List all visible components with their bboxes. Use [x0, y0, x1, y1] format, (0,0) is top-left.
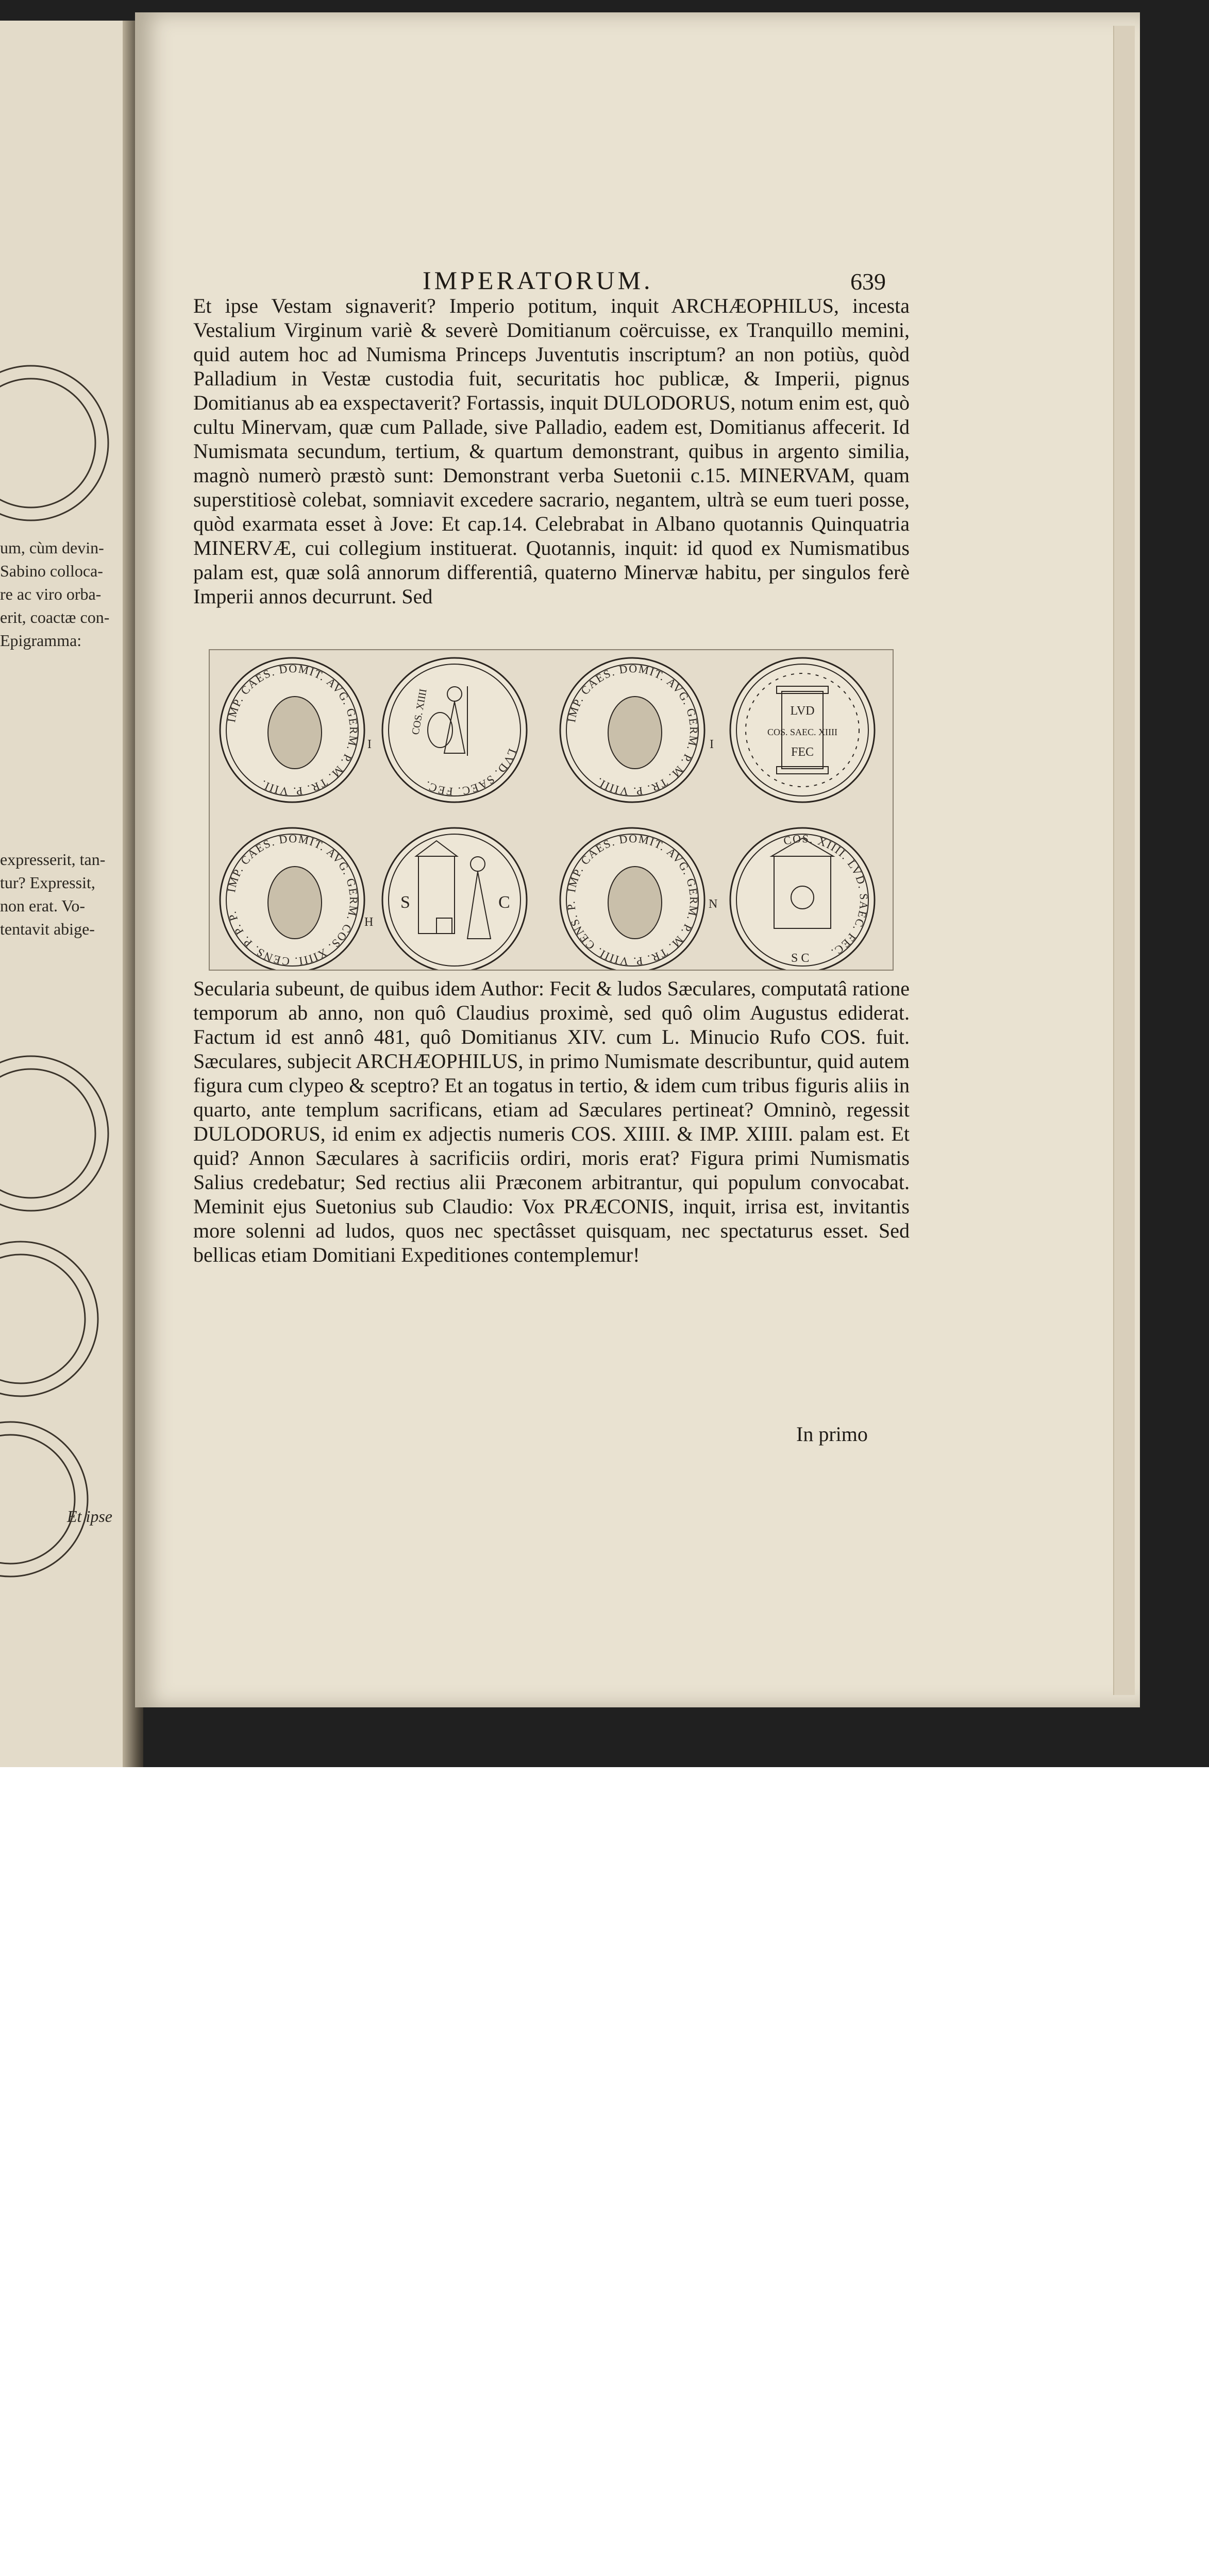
left-fragment: tur? Expressit,	[0, 873, 95, 892]
left-fragment: Sabino colloca-	[0, 562, 103, 580]
plate-mark: H	[364, 916, 374, 929]
sc-right: C	[498, 893, 510, 912]
coin-legend-5: IMP. CAES. DOMIT. AVG. GERM. COS. XIIII. CENS. P. P. P.	[225, 832, 361, 969]
coin-side-text: COS. XIIII	[410, 688, 429, 736]
left-page-coins	[0, 21, 135, 1767]
altar-line-1: LVD	[790, 704, 815, 718]
left-fragment: non erat. Vo-	[0, 896, 86, 915]
left-fragment: erit, coactæ con-	[0, 608, 110, 626]
coin-plate-art	[210, 650, 893, 970]
coin-legend-3: IMP. CAES. DOMIT. AVG. GERM. P. M. TR. P. VIIII.	[565, 662, 701, 799]
left-fragment: tentavit abige-	[0, 920, 95, 938]
coin-outlines	[220, 658, 875, 970]
left-fragment: Epigramma:	[0, 631, 82, 650]
coin-legend-2: LVD. SAEC. FEC.	[422, 747, 519, 799]
running-head: IMPERATORUM.	[423, 266, 653, 295]
coin-legend-8: COS. XIIII. LVD. SAEC. FEC.	[782, 832, 871, 960]
page-number: 639	[850, 268, 886, 295]
coin-legend-7: IMP. CAES. DOMIT. AVG. GERM. P. M. TR. P. VIIII. CENS. P.	[564, 832, 701, 969]
plate-mark: N	[709, 897, 718, 911]
left-page	[0, 21, 135, 1767]
text-block-1: Et ipse Vestam signaverit? Imperio potitum, inquit ARCHÆOPHILUS, incesta Vestalium Virginum variè & severè Domitianum coërcuisse, ex Tranquillo memini, quid autem hoc ad Numisma Princeps Juventutis inscriptum? an non potiùs, quòd Palladium in Vestæ custodia fuit, securitatis hoc publicæ, & Imperii, pignus Domitianus ab ea exspectaverit? Fortassis, inquit DULODORUS, notum enim est, quò cultu Minervam, quæ cum Pallade, sive Palladio, eadem est, Domitianus affecerit. Id Numismata secundum, tertium, & quartum demonstrant, quibus in argento similia, magnò numerò præstò sunt: Demonstrant verba Suetonii c.15. MINERVAM, quam superstitiosè colebat, somniavit excedere sacrario, negantem, ultrà se eum tueri posse, quòd exarmata esset à Jove: Et cap.14. Celebrabat in Albano quotannis Quinquatria MINERVÆ, cui collegium instituerat. Quotannis, inquit: id quod ex Numismatibus palam est, quæ solâ annorum differentiâ, quaterno Minervæ habitu, per singulos ferè Imperii annos decurrunt. Sed	[193, 294, 910, 608]
sc-left: S	[400, 893, 410, 912]
coin-plate	[209, 649, 894, 971]
left-fragment: re ac viro orba-	[0, 585, 102, 603]
left-fragment: Et ipse	[67, 1507, 112, 1526]
text-block-2: Secularia subeunt, de quibus idem Author: Fecit & ludos Sæculares, computatâ ratione temporum ab anno, non quô Claudius proximè, sed quô olim Augustus ediderat. Factum id est annô 481, quô Domitianus XIV. cum L. Minucio Rufo COS. fuit. Sæculares, subjecit ARCHÆOPHILUS, in primo Numismate describuntur, quid autem figura cum clypeo & sceptro? Et an togatus in tertio, & idem cum tribus figuris aliis in quarto, ante templum sacrificans, etiam ad Sæculares pertineat? Omninò, regessit DULODORUS, id enim ex adjectis numeris COS. XIIII. & IMP. XIIII. palam est. Et quid? Annon Sæculares à sacrificiis ordiri, moris erat? Figura primi Numismatis Salius credebatur; Sed rectius alii Præconem arbitrantur, qui populum convocabat. Meminit ejus Suetonius sub Claudio: Vox PRÆCONIS, inquit, irrisa est, invitantis more solenni ad ludos, quos nec spectâsset quisquam, nec spectaturus esset. Sed bellicas etiam Domitiani Expeditiones contemplemur!	[193, 977, 910, 1266]
plate-mark: I	[710, 738, 714, 751]
page-edge	[1113, 26, 1135, 1695]
viewer-footer	[0, 1767, 1209, 1872]
left-fragment: um, cùm devin-	[0, 538, 104, 557]
altar-line-3: FEC	[791, 745, 814, 759]
coin-legend-1: IMP. CAES. DOMIT. AVG. GERM. P. M. TR. P. VIII.	[225, 662, 361, 799]
catchword: In primo	[796, 1422, 868, 1446]
left-fragment: expresserit, tan-	[0, 850, 106, 869]
coin-exergue: S C	[791, 952, 810, 965]
plate-mark: I	[367, 738, 372, 751]
altar-line-2: COS. SAEC. XIIII	[767, 727, 838, 737]
